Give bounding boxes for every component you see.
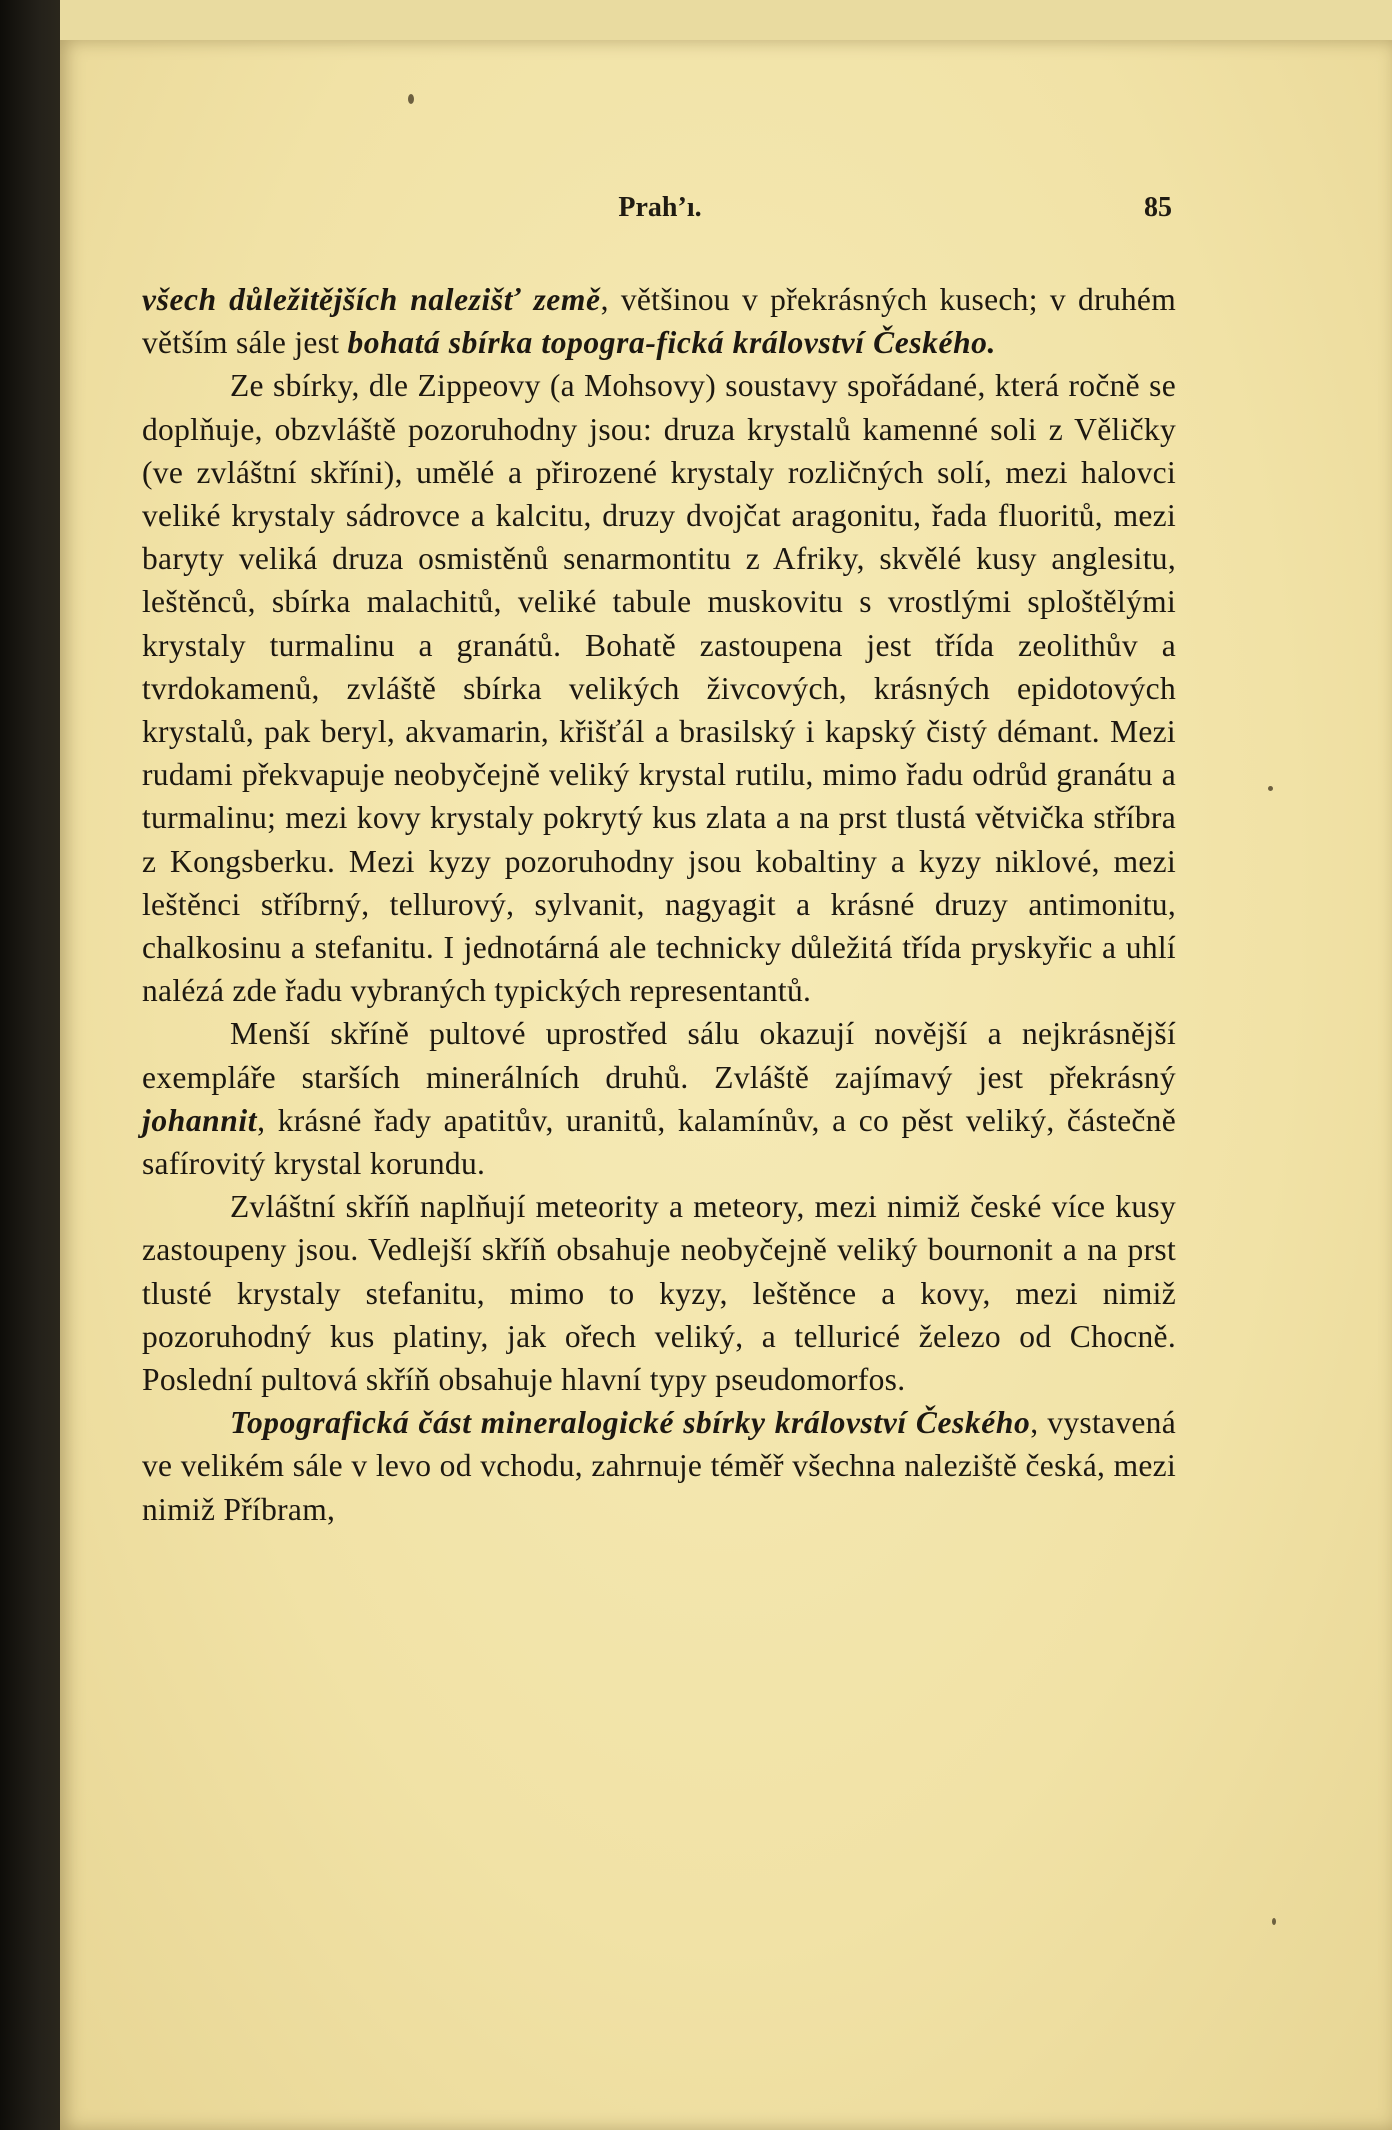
paragraph-2 bbox=[142, 364, 1176, 1012]
paper-speck bbox=[408, 94, 414, 104]
page-number: 85 bbox=[1144, 192, 1172, 223]
text-run: , většinou v překrásných kusech; v druhém větším sále jest bbox=[142, 282, 1176, 361]
page-top-edge bbox=[60, 0, 1392, 44]
paper-speck bbox=[1272, 1918, 1276, 1925]
paper-speck bbox=[1268, 786, 1273, 791]
page-header bbox=[140, 192, 1180, 232]
italic-phrase: všech důležitějších nalezišť země bbox=[142, 282, 601, 317]
text-run: Zvláštní skříň naplňují meteority a meteory, mezi nimiž české více kusy zastoupeny jsou. Vedlejší skříň obsahuje neobyčejně veliký bournonit a na prst tlusté krystaly stefanitu, mimo to kyzy, leštěnce a kovy, mezi nimiž pozoruhodný kus platiny, jak ořech veliký, a telluricé železo od Chocně. Poslední pultová skříň obsahuje hlavní typy pseudomorfos. bbox=[142, 1189, 1176, 1398]
italic-phrase: Topografická část mineralogické sbírky království Českého bbox=[230, 1405, 1031, 1441]
italic-phrase: johannit bbox=[142, 1102, 258, 1138]
paragraph-3 bbox=[142, 1012, 1176, 1185]
text-run: , krásné řady apatitův, uranitů, kalamínův, a co pěst veliký, částečně safírovitý krystal korundu. bbox=[142, 1102, 1176, 1182]
paragraph-1 bbox=[142, 278, 1176, 364]
text-run: Ze sbírky, dle Zippeovy (a Mohsovy) soustavy spořádané, která ročně se doplňuje, obzvláště pozoruhodny jsou: druza krystalů kamenné soli z Věličky (ve zvláštní skříni), umělé a přirozené krystaly rozličných solí, mezi halovci veliké krystaly sádrovce a kalcitu, druzy dvojčat aragonitu, řada fluoritů, mezi baryty veliká druza osmistěnů senarmontitu z Afriky, skvělé kusy anglesitu, leštěnců, sbírka malachitů, veliké tabule muskovitu s vrostlými sploštělými krystaly turmalinu a granátů. Bohatě zastoupena jest třída zeolithův a tvrdokamenů, zvláště sbírka velikých živcových, krásných epidotových krystalů, pak beryl, akvamarin, křišťál a brasilský i kapský čistý démant. Mezi rudami překvapuje neobyčejně veliký krystal rutilu, mimo řadu odrůd granátu a turmalinu; mezi kovy krystaly pokrytý kus zlata a na prst tlustá větvička stříbra z Kongsberku. Mezi kyzy pozoruhodny jsou kobaltiny a kyzy niklové, mezi leštěnci stříbrný, tellurový, sylvanit, nagyagit a krásné druzy antimonitu, chalkosinu a stefanitu. I jednotárná ale technicky důležitá třída pryskyřic a uhlí nalézá zde řadu vybraných typických representantů. bbox=[142, 368, 1176, 1009]
body-text bbox=[142, 278, 1176, 1531]
paragraph-4 bbox=[142, 1185, 1176, 1401]
paragraph-5 bbox=[142, 1401, 1176, 1531]
text-run: , vystavená ve velikém sále v levo od vchodu, zahrnuje téměř všechna naleziště česká, mezi nimiž Příbram, bbox=[142, 1405, 1176, 1527]
text-run: Menší skříně pultové uprostřed sálu okazují novější a nejkrásnější exempláře starších minerálních druhů. Zvláště zajímavý jest překrásný bbox=[142, 1016, 1176, 1095]
italic-phrase: bohatá sbírka topogra-fická království Českého. bbox=[347, 325, 997, 361]
running-title: Prah’ı. bbox=[618, 192, 702, 223]
